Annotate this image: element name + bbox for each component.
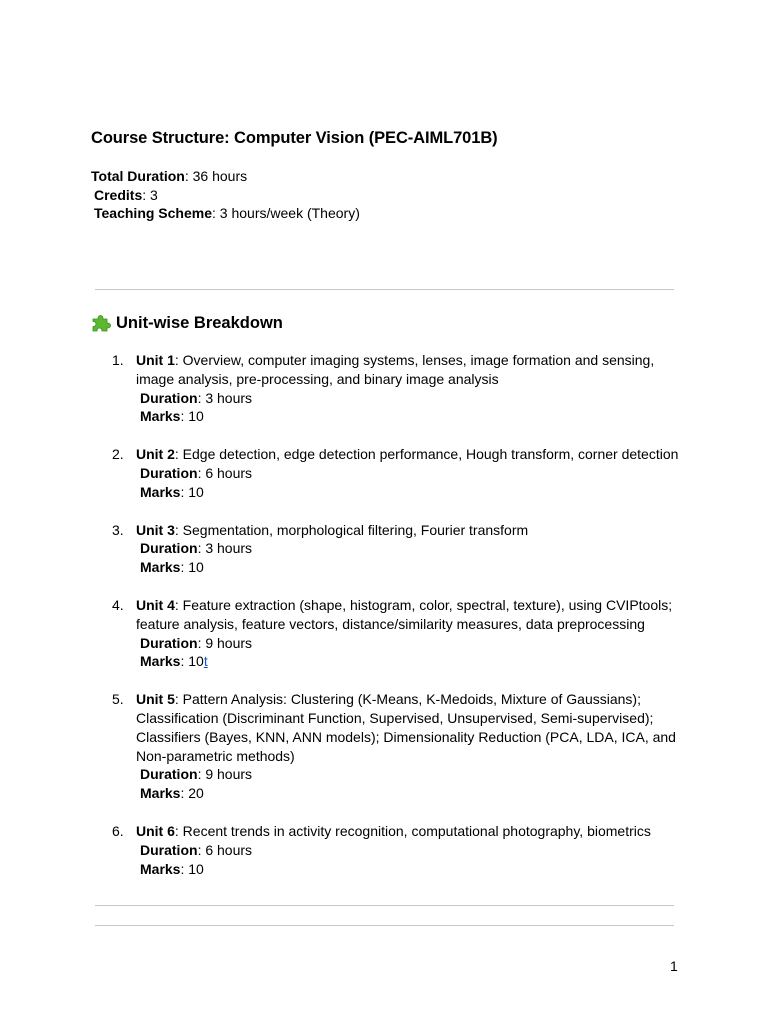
duration-value: : 3 hours bbox=[197, 540, 253, 557]
unit-label: Unit 1 bbox=[136, 352, 175, 368]
unit-label: Unit 5 bbox=[136, 691, 175, 708]
horizontal-rule bbox=[95, 925, 674, 926]
list-item bbox=[112, 690, 682, 803]
unit-description: : Recent trends in activity recognition, computational photography, biometrics bbox=[174, 822, 651, 839]
list-item bbox=[112, 521, 682, 577]
duration-value: : 6 hours bbox=[197, 464, 253, 481]
duration-value: : 9 hours bbox=[197, 766, 253, 783]
unit-description: : Segmentation, morphological filtering, Fourier transform bbox=[174, 521, 529, 538]
unit-description: : Feature extraction (shape, histogram, color, spectral, texture), using CVIPtools; feature analysis, feature vectors, distance/similarity measures, data preprocessing bbox=[136, 596, 673, 632]
page-title: Course Structure: Computer Vision (PEC-AIML701B) bbox=[91, 129, 498, 147]
marks-label: Marks bbox=[140, 408, 181, 425]
list-number: 2. bbox=[112, 446, 124, 463]
duration-label: Duration bbox=[140, 766, 198, 783]
marks-value: : 20 bbox=[180, 785, 204, 802]
section-heading bbox=[91, 313, 283, 333]
unit-description: : Overview, computer imaging systems, lenses, image formation and sensing, image analysis, pre-processing, and binary image analysis bbox=[136, 352, 655, 387]
list-item bbox=[112, 596, 682, 671]
list-item bbox=[112, 351, 682, 426]
horizontal-rule bbox=[95, 905, 674, 906]
unit-description: : Edge detection, edge detection performance, Hough transform, corner detection bbox=[174, 446, 679, 463]
meta-total-duration bbox=[91, 167, 360, 186]
list-item bbox=[112, 445, 682, 501]
meta-value: : 36 hours bbox=[184, 168, 248, 184]
meta-value: : 3 bbox=[142, 186, 158, 203]
unit-list bbox=[112, 351, 682, 897]
marks-value: : 10 bbox=[180, 483, 204, 500]
duration-label: Duration bbox=[140, 389, 198, 406]
marks-label: Marks bbox=[140, 860, 181, 877]
meta-label: Teaching Scheme bbox=[94, 205, 213, 222]
meta-label: Total Duration bbox=[91, 168, 185, 184]
meta-teaching-scheme bbox=[91, 204, 360, 223]
section-heading-text: Unit-wise Breakdown bbox=[116, 313, 283, 332]
duration-label: Duration bbox=[140, 841, 198, 858]
duration-value: : 6 hours bbox=[197, 841, 253, 858]
duration-label: Duration bbox=[140, 464, 198, 481]
unit-label: Unit 6 bbox=[136, 822, 175, 839]
list-number: 4. bbox=[112, 596, 124, 613]
marks-label: Marks bbox=[140, 785, 181, 802]
list-number: 5. bbox=[112, 691, 124, 708]
marks-value: : 10 bbox=[180, 408, 204, 425]
list-number: 3. bbox=[112, 521, 124, 538]
duration-value: : 9 hours bbox=[197, 634, 253, 651]
list-item bbox=[112, 822, 682, 878]
meta-credits bbox=[91, 186, 360, 205]
meta-label: Credits bbox=[94, 186, 143, 203]
marks-value: : 10 bbox=[180, 860, 204, 877]
marks-label: Marks bbox=[140, 483, 181, 500]
page-number: 1 bbox=[670, 958, 678, 974]
marks-label: Marks bbox=[140, 559, 181, 576]
unit-label: Unit 2 bbox=[136, 446, 175, 463]
marks-value: : 10 bbox=[180, 559, 204, 576]
horizontal-rule bbox=[95, 289, 674, 290]
course-meta bbox=[91, 167, 360, 223]
hyperlink[interactable]: t bbox=[203, 653, 208, 670]
duration-label: Duration bbox=[140, 634, 198, 651]
unit-label: Unit 4 bbox=[136, 596, 175, 613]
puzzle-icon bbox=[91, 313, 111, 333]
marks-value: : 10 bbox=[180, 653, 204, 670]
list-number: 6. bbox=[112, 822, 124, 839]
list-number: 1. bbox=[112, 352, 124, 368]
duration-label: Duration bbox=[140, 540, 198, 557]
unit-label: Unit 3 bbox=[136, 521, 175, 538]
duration-value: : 3 hours bbox=[197, 389, 253, 406]
marks-label: Marks bbox=[140, 653, 181, 670]
meta-value: : 3 hours/week (Theory) bbox=[212, 205, 360, 222]
unit-description: : Pattern Analysis: Clustering (K-Means, K-Medoids, Mixture of Gaussians); Classification (Discriminant Function, Supervised, Unsupervised, Semi-supervised); Classifiers (Bayes, KNN, ANN models); Dimensionality Reduction (PCA, LDA, ICA, and Non-parametric methods) bbox=[136, 691, 676, 764]
